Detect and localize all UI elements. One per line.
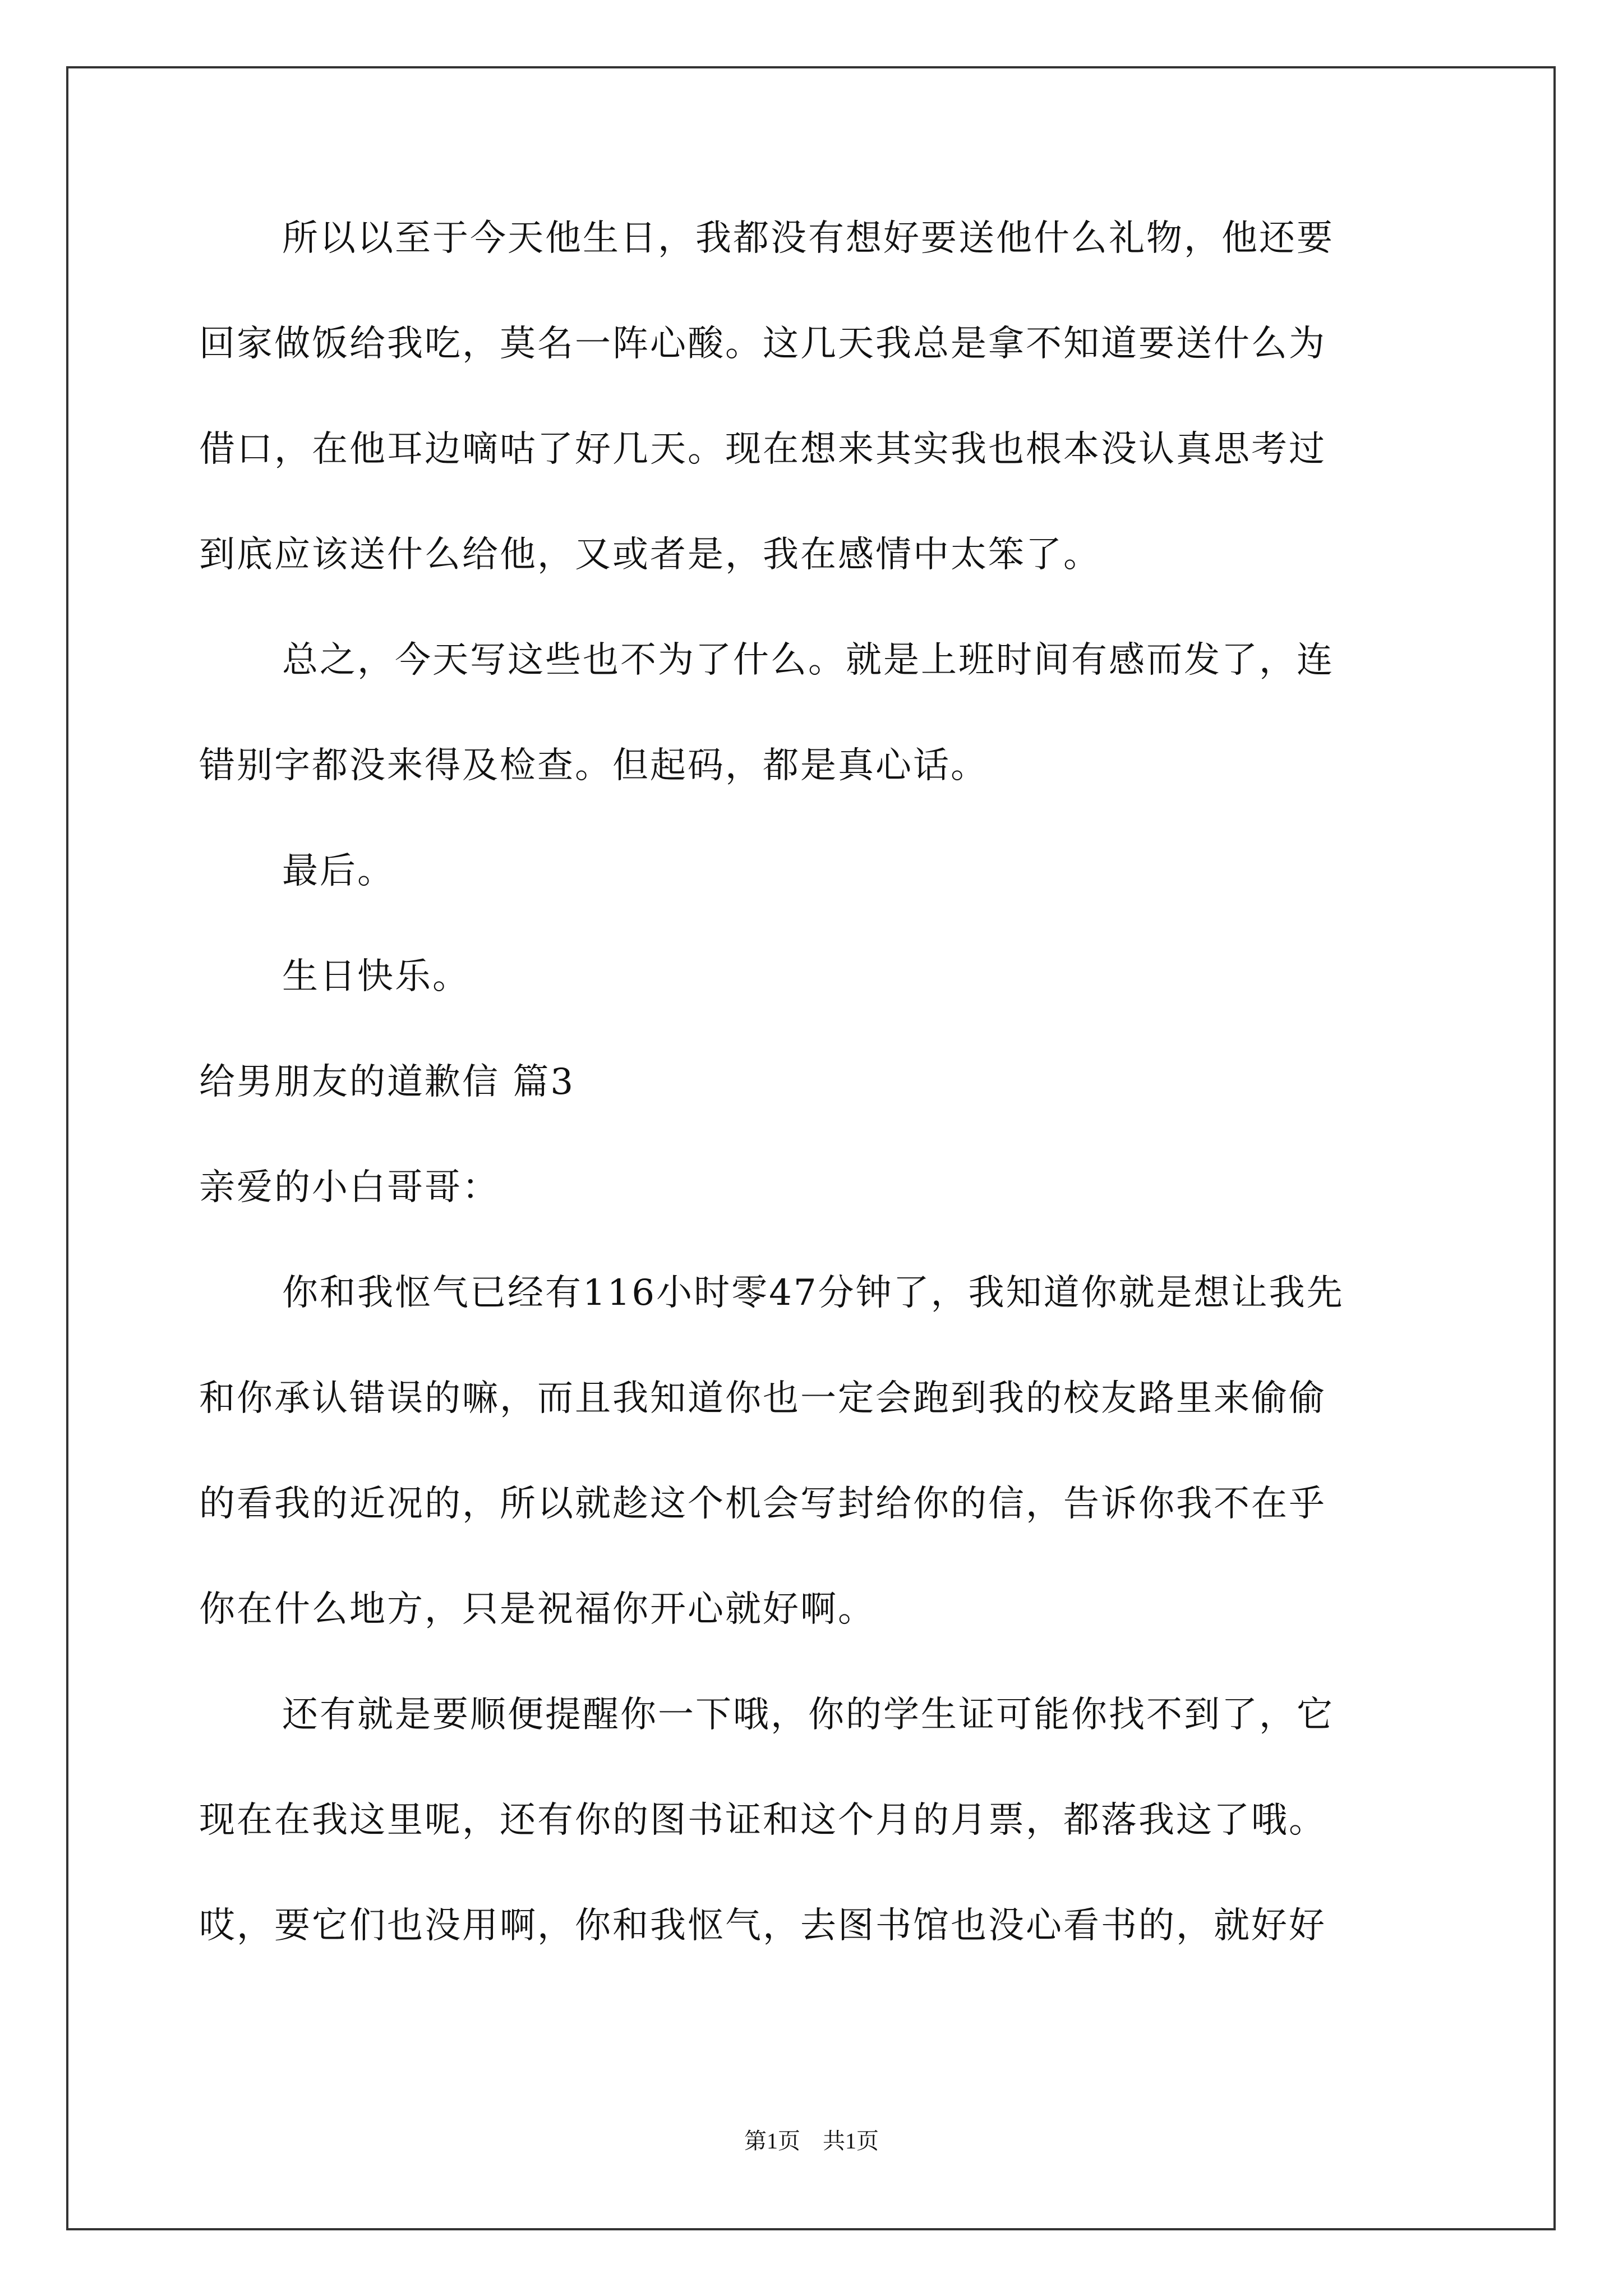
paragraph-line: 回家做饭给我吃，莫名一阵心酸。这几天我总是拿不知道要送什么为 [199, 323, 1326, 365]
paragraph-line: 还有就是要顺便提醒你一下哦，你的学生证可能你找不到了，它 [282, 1694, 1334, 1736]
section-heading: 给男朋友的道歉信 篇3 [199, 1061, 575, 1103]
paragraph-line: 借口，在他耳边嘀咕了好几天。现在想来其实我也根本没认真思考过 [199, 429, 1326, 470]
paragraph-line: 所以以至于今天他生日，我都没有想好要送他什么礼物，他还要 [282, 218, 1334, 259]
paragraph-line: 错别字都没来得及检查。但起码，都是真心话。 [199, 745, 988, 786]
letter-salutation: 亲爱的小白哥哥： [199, 1167, 500, 1208]
paragraph-line: 生日快乐。 [282, 956, 470, 997]
paragraph-line: 的看我的近况的，所以就趁这个机会写封给你的信，告诉你我不在乎 [199, 1483, 1326, 1525]
paragraph-line: 你和我怄气已经有116小时零47分钟了，我知道你就是想让我先 [282, 1272, 1344, 1314]
paragraph-line: 和你承认错误的嘛，而且我知道你也一定会跑到我的校友路里来偷偷 [199, 1378, 1326, 1419]
paragraph-line: 到底应该送什么给他，又或者是，我在感情中太笨了。 [199, 534, 1101, 576]
paragraph-line: 哎，要它们也没用啊，你和我怄气，去图书馆也没心看书的，就好好 [199, 1905, 1326, 1947]
paragraph-line: 最后。 [282, 850, 395, 892]
paragraph-line: 总之，今天写这些也不为了什么。就是上班时间有感而发了，连 [282, 639, 1334, 681]
paragraph-line: 你在什么地方，只是祝福你开心就好啊。 [199, 1589, 875, 1630]
page-number-footer: 第1页 共1页 [744, 2128, 879, 2154]
paragraph-line: 现在在我这里呢，还有你的图书证和这个月的月票，都落我这了哦。 [199, 1800, 1326, 1841]
